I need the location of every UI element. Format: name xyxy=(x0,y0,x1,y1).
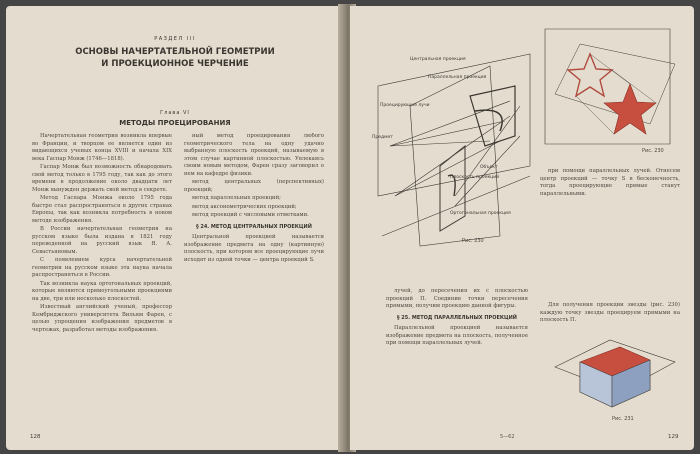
plane-frame xyxy=(545,29,670,144)
left-page xyxy=(6,6,344,450)
paragraph: Известный английский ученый, профессор Кембриджского университета Вильям Фарен, с целью упрощения изображения предметов в чертежах, разработал методы изображения. xyxy=(32,304,172,333)
paragraph: Метод Гаспара Монжа около 1795 года быстро стал распространяться в других странах Европы, так как возникла потребность в новом методе изображения. xyxy=(32,195,172,224)
fig-label: Параллельная проекция xyxy=(428,75,487,80)
paragraph: В России начертательная геометрия на русском языке была издана в 1821 году переведенной на русский язык Я. А. Севастьяновым. xyxy=(32,226,172,255)
page-number: 128 xyxy=(30,434,41,440)
paragraph: лучей, до пересечения их с плоскостью проекций П. Соединив точки пересечения прямыми, получим проекцию данной фигуры. xyxy=(386,288,528,309)
signature-mark: 5—62 xyxy=(500,434,515,440)
paragraph: Для получения проекции звезды (рис. 230) каждую точку звезды проецируем прямыми на плоскость П. xyxy=(540,302,680,323)
projection-figure xyxy=(370,46,540,256)
paragraph: Гаспар Монж был возможность обнародовать свой метод только в 1795 году, так как до этого времени в продолжение около двадцати лет Монж вынужден держать свой метод в секрете. xyxy=(32,164,172,193)
fig-label: Предмет xyxy=(372,135,393,140)
list-item: метод центральных (перспективных) проекций; xyxy=(184,179,324,193)
list-item: метод параллельных проекций; xyxy=(192,195,281,201)
right-column-main xyxy=(386,288,528,442)
paragraph: Начертательная геометрия возникла впервые во Франции, и творцом ее является один из видающихся ученых конца XVIII и начала XIX века Гаспар Монж (1746—1818). xyxy=(32,133,172,162)
chapter-label: Глава VI xyxy=(160,110,190,116)
fig-label: Плоскость проекций xyxy=(450,175,500,180)
page-number: 129 xyxy=(668,434,679,440)
paragraph: при помощи параллельных лучей. Отнесем центр проекций — точку S в бесконечность, тогда проецирующие прямые станут параллельными. xyxy=(540,168,680,197)
fig-label: Ортогональная проекция xyxy=(450,211,511,216)
figure-caption: Рис. 230 xyxy=(462,238,484,244)
paragraph: Так возникла наука ортогональных проекций, которые являются прямоугольными проекциями на две, три или несколько плоскостей. xyxy=(32,280,172,302)
figure-caption: Рис. 231 xyxy=(612,416,634,422)
left-column-2 xyxy=(184,133,324,438)
fig-label: Центральная проекция xyxy=(410,57,466,62)
object-shape xyxy=(470,86,515,146)
left-column-1 xyxy=(32,133,172,438)
right-column-mid xyxy=(540,302,680,332)
right-page xyxy=(350,6,694,450)
chapter-title: МЕТОДЫ ПРОЕЦИРОВАНИЯ xyxy=(119,119,231,127)
prism-figure xyxy=(550,332,680,422)
paragraph: С появлением курса начертательной геометрии на русском языке эта наука начала распространяться в России. xyxy=(32,257,172,278)
ground-line xyxy=(382,176,530,236)
section-title xyxy=(6,46,344,70)
list-item: метод проекций с числовыми отметками. xyxy=(192,212,309,218)
list-item: метод аксонометрических проекций; xyxy=(192,203,297,210)
fig-label: Объект xyxy=(480,165,498,170)
subheading: § 24. МЕТОД ЦЕНТРАЛЬНЫХ ПРОЕКЦИЙ xyxy=(196,223,312,230)
subheading: § 25. МЕТОД ПАРАЛЛЕЛЬНЫХ ПРОЕКЦИЙ xyxy=(397,314,517,321)
paragraph: Центральной проекцией называется изображение предмета на одну (картинную) плоскость, при котором все проецирующие лучи исходят из одной точки — центра проекций S. xyxy=(184,234,324,263)
paragraph: Параллельной проекцией называется изображение предмета на плоскость, полученное при помощи параллельных лучей. xyxy=(386,325,528,346)
star-outline xyxy=(568,54,612,96)
section-title-line2: И ПРОЕКЦИОННОЕ ЧЕРЧЕНИЕ xyxy=(101,59,249,69)
star-filled xyxy=(604,84,656,134)
star-projection-figure xyxy=(540,24,680,164)
right-column-top xyxy=(540,168,680,238)
figure-caption: Рис. 230 xyxy=(642,148,664,154)
section-label: РАЗДЕЛ III xyxy=(154,36,196,42)
section-title-line1: ОСНОВЫ НАЧЕРТАТЕЛЬНОЙ ГЕОМЕТРИИ xyxy=(75,47,275,57)
paragraph: ный метод проецирования любого геометрического тела на одну удачно выбранную плоскость проекций, называемую в этом случае картинной плоскостью. Увлекаясь своим новым методом, Фарен сразу заговорил о нем на кафедре физики. xyxy=(184,133,324,177)
fig-label: Проецирующие лучи xyxy=(380,103,430,108)
